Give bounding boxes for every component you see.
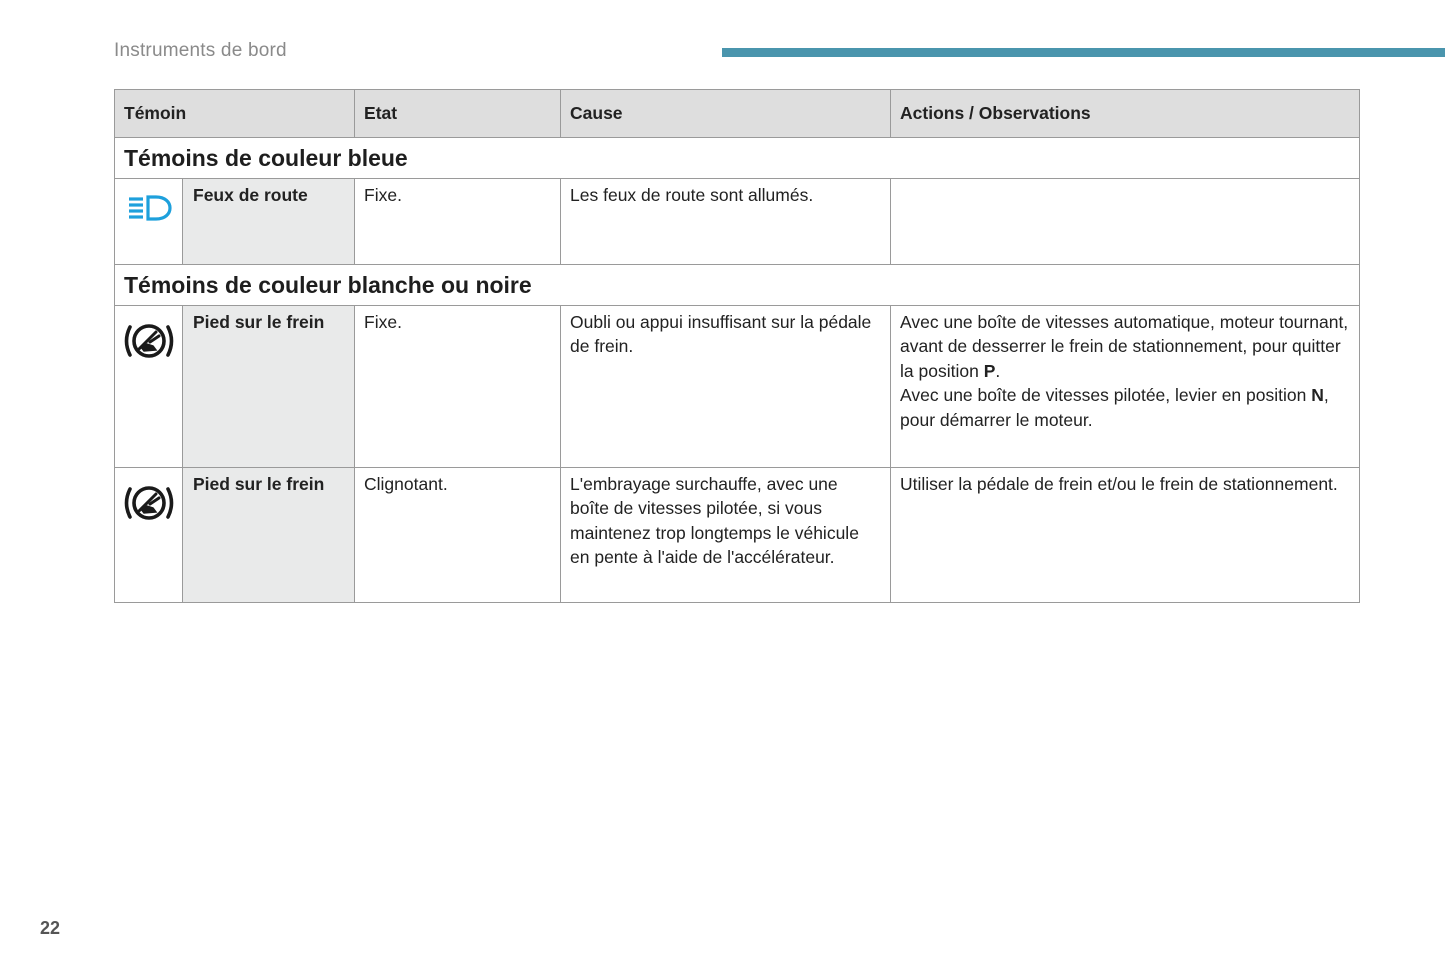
table-header-row [115, 90, 1360, 138]
action-text: Utiliser la pédale de frein et/ou le frein de stationnement. [900, 474, 1338, 494]
section-row-white-black [115, 265, 1360, 306]
section-title-blue: Témoins de couleur bleue [115, 138, 1360, 179]
action-text-after: . [995, 360, 1001, 381]
warning-etat: Clignotant. [355, 468, 561, 603]
action-bold: N [1311, 385, 1324, 406]
column-header-temoin: Témoin [115, 90, 355, 138]
warning-actions [891, 468, 1360, 603]
page-number: 22 [40, 918, 61, 938]
column-header-etat: Etat [355, 90, 561, 138]
section-title-white-black: Témoins de couleur blanche ou noire [115, 265, 1360, 306]
warning-actions [891, 179, 1360, 265]
warning-cause: Les feux de route sont allumés. [561, 179, 891, 265]
header-accent-bar [722, 48, 1445, 57]
action-text: Avec une boîte de vitesses automatique, moteur tournant, avant de desserrer le frein de stationnement, pour quitter la position [900, 312, 1349, 381]
warning-cause: Oubli ou appui insuffisant sur la pédale de frein. [561, 306, 891, 468]
section-header-title: Instruments de bord [114, 40, 287, 61]
column-header-cause: Cause [561, 90, 891, 138]
action-text-after: , pour démarrer le moteur. [900, 385, 1329, 430]
section-row-blue [115, 138, 1360, 179]
warning-etat: Fixe. [355, 179, 561, 265]
foot-on-brake-icon [120, 508, 178, 528]
warning-lights-table [114, 89, 1360, 603]
warning-etat: Fixe. [355, 306, 561, 468]
action-text: Avec une boîte de vitesses pilotée, levier en position [900, 385, 1312, 406]
icon-cell [115, 468, 183, 603]
warning-actions [891, 306, 1360, 468]
action-bold: P [983, 360, 996, 381]
table-row [115, 468, 1360, 603]
warning-name: Pied sur le frein [183, 468, 355, 603]
warning-cause: L'embrayage surchauffe, avec une boîte de vitesses pilotée, si vous maintenez trop longtemps le véhicule en pente à l'aide de l'accélérateur. [561, 468, 891, 603]
foot-on-brake-icon [120, 346, 178, 366]
column-header-actions: Actions / Observations [891, 90, 1360, 138]
warning-name: Pied sur le frein [183, 306, 355, 468]
table-row [115, 306, 1360, 468]
warning-name: Feux de route [183, 179, 355, 265]
table-row [115, 179, 1360, 265]
icon-cell [115, 179, 183, 265]
icon-cell [115, 306, 183, 468]
high-beam-icon [125, 207, 173, 227]
